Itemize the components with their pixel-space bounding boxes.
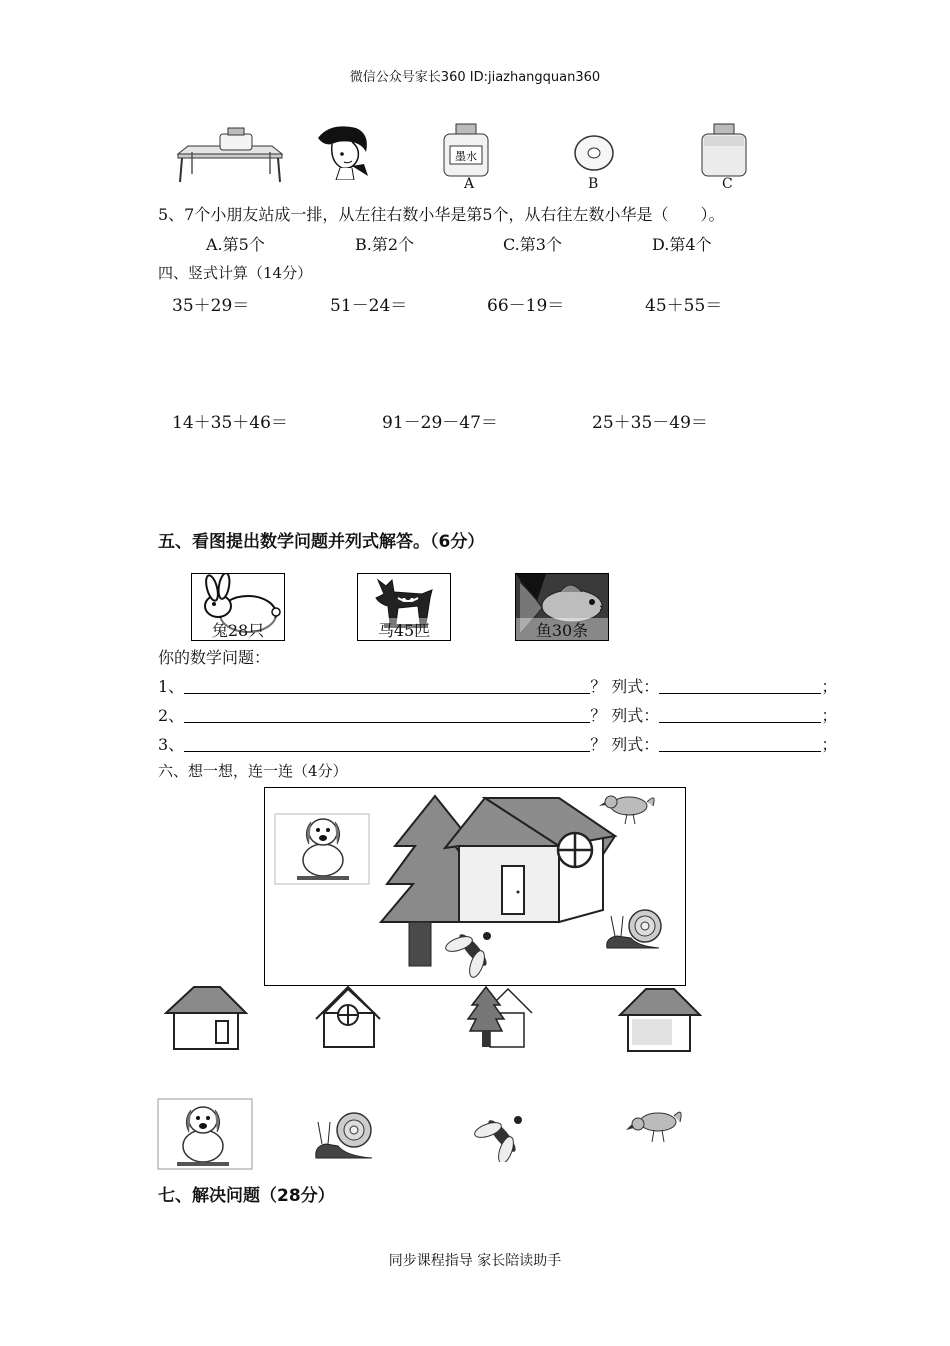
horse-label: 马45匹 xyxy=(358,618,450,641)
question-blank[interactable] xyxy=(184,735,590,752)
fish-card xyxy=(515,573,609,641)
girl-face-icon xyxy=(312,122,374,180)
question-line-1 xyxy=(158,674,837,697)
snail-icon xyxy=(607,910,661,948)
house-door-icon[interactable] xyxy=(164,985,250,1053)
math-question-prompt: 你的数学问题： xyxy=(158,648,271,667)
svg-text:墨水: 墨水 xyxy=(455,150,477,163)
line-end: ； xyxy=(821,706,838,725)
bee-icon[interactable] xyxy=(474,1106,530,1162)
calc-item: 35＋29＝ xyxy=(172,296,250,316)
house-plain-icon[interactable] xyxy=(618,985,702,1053)
round-disc-icon xyxy=(572,133,616,173)
bottle-icon xyxy=(698,122,750,178)
house-round-window-icon[interactable] xyxy=(314,983,384,1051)
house-icon xyxy=(445,798,615,922)
calc-item: 66－19＝ xyxy=(487,296,565,316)
question-line-3 xyxy=(158,732,837,755)
page-footer: 同步课程指导 家长陪读助手 xyxy=(388,1253,562,1269)
house-tree-icon[interactable] xyxy=(466,983,534,1051)
question-line-number: 3、 xyxy=(158,735,185,754)
formula-label: 列式： xyxy=(611,735,660,754)
calc-item: 45＋55＝ xyxy=(645,296,723,316)
option-b-label: B xyxy=(588,176,599,192)
question-blank[interactable] xyxy=(184,706,590,723)
option-c-label: C xyxy=(722,176,733,192)
section-6-title: 六、想一想，连一连（4分） xyxy=(158,762,348,780)
question-5-option-a: A.第5个 xyxy=(206,235,265,254)
calc-item: 14＋35＋46＝ xyxy=(172,413,288,433)
dog-icon[interactable] xyxy=(157,1098,253,1170)
dog-icon xyxy=(275,814,369,884)
question-5-option-d: D.第4个 xyxy=(652,235,712,254)
calc-item: 91－29－47＝ xyxy=(382,413,498,433)
section-5-title: 五、看图提出数学问题并列式解答。（6分） xyxy=(158,532,485,552)
question-line-2 xyxy=(158,703,837,726)
question-5-option-b: B.第2个 xyxy=(355,235,415,254)
table-with-ink-bottle-icon xyxy=(170,122,290,184)
rabbit-label: 兔28只 xyxy=(192,618,284,641)
line-end: ； xyxy=(821,735,838,754)
question-line-number: 2、 xyxy=(158,706,185,725)
page-header: 微信公众号家长360 ID:jiazhangquan360 xyxy=(349,70,601,85)
formula-blank[interactable] xyxy=(659,735,821,752)
section-7-title: 七、解决问题（28分） xyxy=(158,1186,335,1206)
formula-blank[interactable] xyxy=(659,677,821,694)
question-blank[interactable] xyxy=(184,677,590,694)
calc-item: 25＋35－49＝ xyxy=(592,413,708,433)
question-mark: ？ xyxy=(590,706,607,725)
bird-icon[interactable] xyxy=(624,1104,684,1148)
bird-icon xyxy=(599,796,654,824)
formula-label: 列式： xyxy=(611,706,660,725)
option-a-label: A xyxy=(464,176,475,192)
snail-icon[interactable] xyxy=(312,1108,378,1164)
section-4-title: 四、竖式计算（14分） xyxy=(158,264,313,282)
question-mark: ？ xyxy=(590,735,607,754)
question-line-number: 1、 xyxy=(158,677,185,696)
question-5-text: 5、7个小朋友站成一排，从左往右数小华是第5个，从右往左数小华是（ ）。 xyxy=(158,205,725,224)
fish-label: 鱼30条 xyxy=(516,618,608,641)
question-5-option-c: C.第3个 xyxy=(503,235,562,254)
ink-bottle-icon xyxy=(440,122,492,178)
question-mark: ？ xyxy=(590,677,607,696)
bee-icon xyxy=(444,931,491,979)
scene-picture xyxy=(264,787,686,986)
horse-card xyxy=(357,573,451,641)
calc-item: 51－24＝ xyxy=(330,296,408,316)
formula-blank[interactable] xyxy=(659,706,821,723)
rabbit-card xyxy=(191,573,285,641)
line-end: ； xyxy=(821,677,838,696)
formula-label: 列式： xyxy=(611,677,660,696)
